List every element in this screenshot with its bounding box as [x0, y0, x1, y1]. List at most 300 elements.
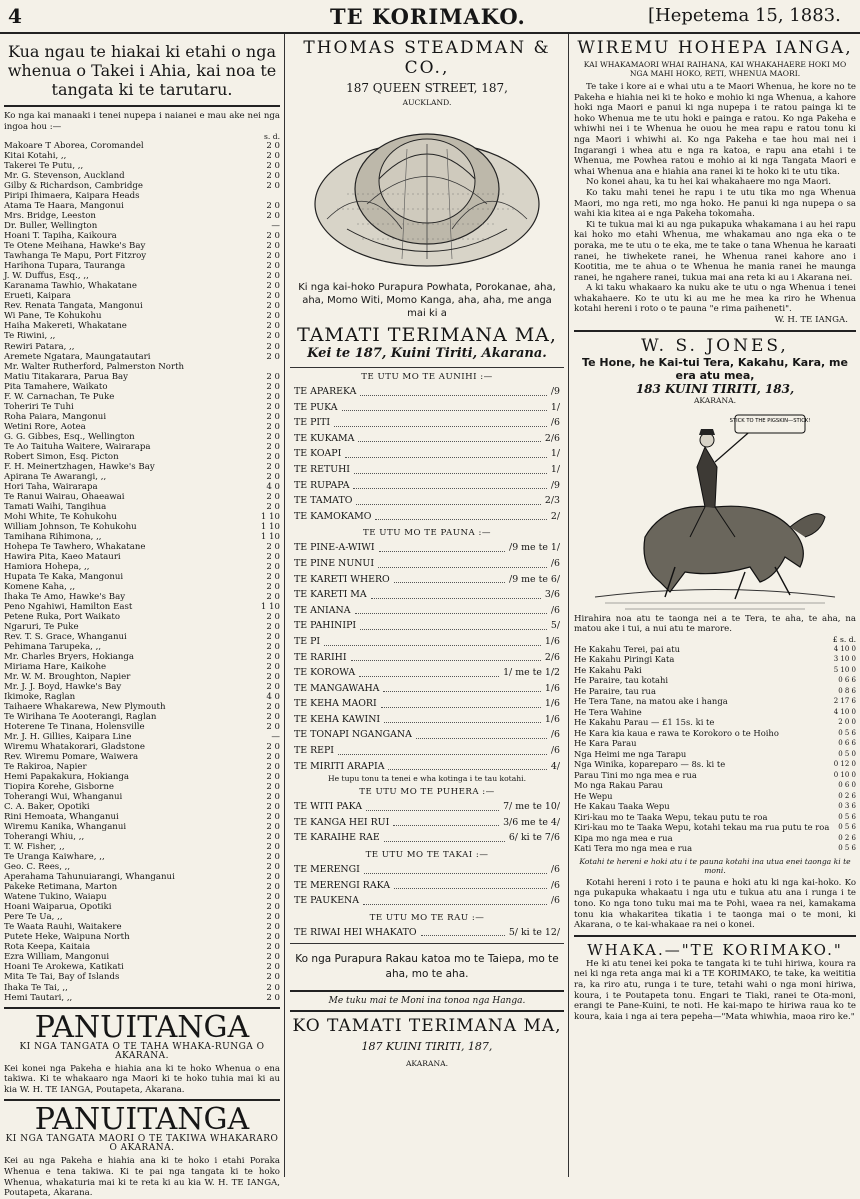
- seed-price: /9 me te 6/: [509, 573, 560, 585]
- seed-name: TE TONAPI NGANGANA: [294, 729, 412, 741]
- seed-price-lists: [290, 372, 564, 940]
- seed-name: TE MERENGI RAKA: [294, 879, 391, 891]
- agent-name: Wi Pane, Te Kohukohu: [4, 311, 102, 322]
- jones-item: Parau Tini mo nga mea e rua: [574, 769, 697, 780]
- price-list: [290, 925, 564, 941]
- divider: [574, 935, 856, 937]
- agent-amount: 1 10: [260, 511, 280, 522]
- agent-name: Ihaka Te Tai, ,,: [4, 982, 68, 993]
- price-row: [294, 556, 560, 572]
- jones-item: He Kakau Taaka Wepu: [574, 801, 670, 812]
- agent-amount: 2 0: [266, 371, 280, 382]
- notice-north: [4, 1102, 280, 1199]
- agent-amount: 2 0: [266, 171, 280, 182]
- agent-name: G. G. Gibbes, Esq., Wellington: [4, 431, 135, 442]
- agent-amount: [258, 191, 280, 201]
- agent-name: Mr. G. Stevenson, Auckland: [4, 171, 125, 182]
- jones-price: 0 5 6: [838, 812, 856, 821]
- column-rule-2: [568, 34, 569, 1177]
- seed-price: 2/3: [544, 495, 560, 507]
- price-section-heading: TE UTU MO TE PAUNA :—: [363, 528, 491, 539]
- agent-row: [4, 762, 280, 772]
- agent-row: [4, 972, 280, 982]
- seed-name: TE KOAPI: [294, 448, 342, 460]
- agent-name: Mita Te Tai, Bay of Islands: [4, 972, 120, 983]
- agent-row: [4, 562, 280, 572]
- steadman-firm: THOMAS STEADMAN & CO.,: [303, 38, 551, 78]
- jones-item: Nga Heimi me nga Tarapu: [574, 748, 687, 759]
- jones-price: 3 10 0: [833, 655, 856, 664]
- agent-amount: 2 0: [266, 902, 280, 913]
- leader-dots: [360, 618, 547, 630]
- jones-item: Kiri-kau mo te Taaka Wepu, kotahi tekau ma rua putu te roa: [574, 822, 830, 833]
- seed-price: 7/ me te 10/: [503, 801, 560, 813]
- agent-name: Atama Te Haara, Mangonui: [4, 201, 124, 212]
- agent-name: Pita Tamahere, Waikato: [4, 381, 108, 392]
- seed-price: 1/6: [544, 698, 560, 710]
- jones-row: [574, 696, 856, 707]
- seed-name: TE KAMOKAMO: [294, 510, 372, 522]
- price-section-heading: TE UTU MO TE TAKAI :—: [365, 850, 489, 861]
- agent-amount: 2 0: [266, 151, 280, 162]
- price-row: [294, 799, 560, 815]
- steadman-street: 187 QUEEN STREET, 187,: [346, 81, 508, 95]
- jones-price: 0 6 0: [838, 781, 856, 790]
- agent-amount: 2 0: [266, 621, 280, 632]
- wiremu-paragraph: Ko taku mahi tenei he rapu i te utu tika mo nga Whenua Maori, mo nga reti, mo nga hoko. He panui ki nga nupepa o sa wahi kia kitea ai e nga Pakeha tokomaha.: [574, 187, 856, 220]
- agent-amount: 2 0: [266, 471, 280, 482]
- notice-south: [4, 1009, 280, 1096]
- rider-sign-text: STICK TO THE PIGSKIN—STICK!: [729, 417, 811, 424]
- agent-row: [4, 141, 280, 151]
- agent-amount: 2 0: [266, 892, 280, 903]
- page-number: 4: [8, 4, 22, 28]
- agent-amount: 2 0: [266, 792, 280, 803]
- agent-name: Hamiora Hohepa, ,,: [4, 561, 90, 572]
- leader-dots: [388, 759, 546, 771]
- agent-amount: 2 0: [266, 672, 280, 683]
- seed-name: TE PINE-A-WIWI: [294, 542, 375, 554]
- jones-price: 0 5 0: [838, 749, 856, 758]
- cabbage-illustration: [307, 109, 547, 279]
- price-row: [294, 759, 560, 775]
- jones-tagline: Te Hone, he Kai-tui Tera, Kakahu, Kara, me era atu mea,: [582, 355, 848, 382]
- jones-price: 0 2 6: [838, 791, 856, 800]
- agent-row: [4, 151, 280, 161]
- agent-name: Pere Te Ua, ,,: [4, 912, 63, 923]
- agent-name: Wiremu Whatakorari, Gladstone: [4, 742, 145, 753]
- agent-name: William Johnson, Te Kohukohu: [4, 521, 137, 532]
- agent-row: [4, 201, 280, 211]
- agent-name: Wiremu Kanika, Whanganui: [4, 822, 127, 833]
- agent-amount: 1 10: [260, 601, 280, 612]
- agent-row: [4, 352, 280, 362]
- price-row: [294, 878, 560, 894]
- agent-row: [4, 952, 280, 962]
- agent-amount: 2 0: [266, 591, 280, 602]
- leader-dots: [353, 478, 546, 490]
- jones-row: [574, 738, 856, 749]
- masthead: [0, 0, 860, 34]
- seed-name: TE MERENGI: [294, 864, 360, 876]
- agent-name: Te Uranga Kaiwhare, ,,: [4, 852, 105, 863]
- agent-name: Tamihana Rihimona, ,,: [4, 531, 102, 542]
- seed-price: /9 me te 1/: [509, 542, 560, 554]
- seed-name: TE APAREKA: [294, 386, 357, 397]
- jones-item: He Kakahu Parau — £1 15s. ki te: [574, 717, 715, 728]
- agent-row: [4, 892, 280, 902]
- seed-price: 1/6: [544, 682, 560, 694]
- jones-terms: Kotahi hereni i roto i te pauna e hoki atu ki nga kai-hoko. Ko nga pukapuka whakaatu i nga utu e tukua atu ana i runga i te tono. Ko nga tono tuku mai ma te Pohi, waea ra nei, kamakama tonu kia whakaritea tikatia i te taonga mai o te moni, ki Akarana, o te kai-whakaae ra nei o konei.: [574, 877, 856, 931]
- seed-price: /6: [550, 604, 560, 616]
- agent-row: [4, 422, 280, 432]
- agent-row: [4, 912, 280, 922]
- agent-name: Te Ranui Wairau, Ohaeawai: [4, 491, 125, 502]
- price-row: [294, 665, 560, 681]
- seed-price: /6: [550, 879, 560, 891]
- agent-name: Apirana Te Awarangi, ,,: [4, 471, 107, 482]
- agent-row: [4, 412, 280, 422]
- agent-amount: 2 0: [266, 762, 280, 773]
- agent-amount: 2 0: [266, 712, 280, 723]
- seed-price: 2/6: [544, 651, 560, 663]
- agent-amount: 2 0: [266, 862, 280, 873]
- notice-title: PANUITANGA: [34, 1009, 250, 1045]
- seed-price: 3/6 me te 4/: [503, 816, 560, 828]
- seed-price: 2/: [550, 510, 560, 522]
- seed-name: TE PI: [294, 635, 321, 647]
- agent-name: Te Riwini, ,,: [4, 331, 56, 342]
- divider: [290, 990, 564, 992]
- leader-dots: [355, 603, 547, 615]
- agent-amount: 2 0: [266, 952, 280, 963]
- seed-name: TE KARETI WHERO: [294, 573, 390, 585]
- jones-price: 0 3 6: [838, 802, 856, 811]
- jones-price: 0 5 6: [838, 844, 856, 853]
- agent-row: [4, 331, 280, 341]
- agent-name: Hoani T. Tapiha, Kaikoura: [4, 231, 117, 242]
- agent-row: [4, 542, 280, 552]
- jones-price: 0 2 6: [838, 833, 856, 842]
- agent-name: Hoani Waiparua, Opotiki: [4, 902, 112, 913]
- agent-row: [4, 932, 280, 942]
- price-row: [294, 830, 560, 846]
- leader-dots: [383, 681, 540, 693]
- seed-name: TE ANIANA: [294, 604, 351, 616]
- price-row: [294, 540, 560, 556]
- agent-row: [4, 732, 280, 742]
- jones-row: [574, 791, 856, 802]
- agent-amount: 2 0: [266, 181, 280, 192]
- agent-row: [4, 872, 280, 882]
- leader-dots: [359, 665, 499, 677]
- agent-row: [4, 231, 280, 241]
- price-row: [294, 572, 560, 588]
- notice-subtitle: KI NGA TANGATA MAORI O TE TAKIWA WHAKARARO O AKARANA.: [5, 1134, 279, 1154]
- agent-name: Kitai Kotahi, ,,: [4, 151, 67, 162]
- seed-name: TE MIRITI ARAPIA: [294, 760, 385, 772]
- leader-dots: [358, 431, 540, 443]
- agent-name: Rev. T. S. Grace, Whanganui: [4, 631, 127, 642]
- seed-name: TE KEHA MAORI: [294, 698, 377, 710]
- leader-dots: [421, 925, 505, 937]
- agent-amount: 2 0: [266, 912, 280, 923]
- agent-amount: 2 0: [266, 942, 280, 953]
- jones-price: 4 10 0: [833, 707, 856, 716]
- seed-name: TE PAHINIPI: [294, 620, 357, 632]
- seed-price: 6/ ki te 7/6: [508, 832, 560, 844]
- agent-name: Roha Paiara, Mangonui: [4, 411, 107, 422]
- jones-item: Nga Winika, kopareparo — 8s. ki te: [574, 759, 726, 770]
- agent-amount: 2 0: [266, 972, 280, 983]
- divider: [4, 1007, 280, 1009]
- price-row: [294, 650, 560, 666]
- agent-name: Takerei Te Putu, ,,: [4, 161, 84, 172]
- agent-row: [4, 442, 280, 452]
- agent-row: [4, 822, 280, 832]
- price-list: [290, 862, 564, 909]
- issue-date: [Hepetema 15, 1883.: [648, 5, 841, 26]
- agent-name: F. H. Meinertzhagen, Hawke's Bay: [4, 461, 155, 472]
- agent-row: [4, 261, 280, 271]
- seed-price: 1/: [550, 448, 560, 460]
- seed-price: 1/ me te 1/2: [503, 667, 560, 679]
- jones-price: 0 6 6: [838, 739, 856, 748]
- agent-row: [4, 772, 280, 782]
- seed-price: 1/6: [544, 635, 560, 647]
- leader-dots: [364, 862, 547, 874]
- leader-dots: [354, 462, 547, 474]
- jones-title: W. S. JONES,: [641, 335, 789, 356]
- agent-name: Mrs. Bridge, Leeston: [4, 211, 96, 222]
- agent-name: Ngaruri, Te Puke: [4, 621, 79, 632]
- agent-row: [4, 432, 280, 442]
- agent-row: [4, 452, 280, 462]
- agent-name: Pakeke Retimana, Marton: [4, 882, 118, 893]
- leader-dots: [351, 650, 541, 662]
- agent-name: Te Rakiroa, Napier: [4, 762, 87, 773]
- agent-amount: 2 0: [266, 331, 280, 342]
- leader-dots: [393, 815, 499, 827]
- agent-name: Hoani Te Arokewa, Katikati: [4, 962, 124, 973]
- agent-amount: 2 0: [266, 301, 280, 312]
- agent-amount: 2 0: [266, 662, 280, 672]
- jones-item: He Wepu: [574, 790, 613, 801]
- notice-title: PANUITANGA: [34, 1102, 250, 1138]
- agent-amount: 2 0: [266, 231, 280, 242]
- agent-row: [4, 392, 280, 402]
- agent-row: [4, 502, 280, 512]
- agent-name: Matiu Titakarara, Parua Bay: [4, 371, 129, 382]
- agent-row: [4, 241, 280, 251]
- agent-row: [4, 492, 280, 502]
- agent-name: Makoare T Aborea, Coromandel: [4, 141, 144, 152]
- agent-amount: 2 0: [266, 461, 280, 472]
- price-row: [294, 681, 560, 697]
- agent-name: Hawira Pita, Kaeo Matauri: [4, 551, 121, 562]
- agent-amount: 2 0: [266, 962, 280, 973]
- price-row: [294, 587, 560, 603]
- wiremu-paragraph: A ki taku whakaaro ka nuku ake te utu o nga Whenua i tenei whakahaere. Ko te utu ki au me he mea ka riro he Whenua kotahi hereni i roto o te pauna "e rima paiheneti".: [574, 283, 856, 315]
- seed-name: TE TAMATO: [294, 495, 353, 507]
- agent-name: Mohi White, Te Kohukohu: [4, 511, 117, 522]
- jones-price: 0 6 6: [838, 676, 856, 685]
- agent-name: Peno Ngahiwi, Hamilton East: [4, 601, 133, 612]
- agent-row: [4, 712, 280, 722]
- agent-row: [4, 342, 280, 352]
- agent-amount: 2 0: [266, 742, 280, 753]
- steadman-address: Kei te 187, Kuini Tiriti, Akarana.: [307, 346, 547, 361]
- agent-row: [4, 722, 280, 732]
- footer-street: 187 KUINI TIRITI, 187,: [361, 1040, 493, 1054]
- agent-amount: 2 0: [266, 421, 280, 432]
- price-row: [294, 696, 560, 712]
- jones-row: [574, 675, 856, 686]
- agent-name: Erueti, Kaipara: [4, 291, 71, 302]
- agent-amount: 2 0: [266, 431, 280, 442]
- divider: [574, 330, 856, 332]
- jones-item: He Paraire, tau rua: [574, 685, 656, 696]
- wiremu-title: WIREMU HOHEPA IANGA,: [577, 38, 853, 58]
- whaka-title: WHAKA.—"TE KORIMAKO.": [587, 940, 843, 959]
- agent-name: Miriama Hare, Kaikohe: [4, 662, 107, 672]
- price-row: [294, 743, 560, 759]
- leader-dots: [334, 415, 547, 427]
- agent-name: Hohepa Te Tawhero, Whakatane: [4, 541, 146, 552]
- jones-row: [574, 822, 856, 833]
- jones-street: 183 KUINI TIRITI, 183,: [635, 381, 795, 396]
- agent-name: Putete Heke, Waipuna North: [4, 932, 130, 943]
- jones-price: 0 5 6: [838, 823, 856, 832]
- agent-name: Tiopira Korehe, Gisborne: [4, 782, 114, 793]
- agent-amount: 2 0: [266, 822, 280, 833]
- agent-amount: 2 0: [266, 541, 280, 552]
- agent-row: [4, 602, 280, 612]
- agent-name: Ezra William, Mangonui: [4, 952, 110, 963]
- agent-name: Tamati Waihi, Tangihua: [4, 501, 107, 512]
- agent-row: [4, 622, 280, 632]
- jones-row: [574, 780, 856, 791]
- price-row: [294, 478, 560, 494]
- agent-row: [4, 962, 280, 972]
- agent-amount: 2 0: [266, 982, 280, 993]
- jones-row: [574, 801, 856, 812]
- agent-row: [4, 902, 280, 912]
- steadman-city: AUCKLAND.: [402, 98, 452, 107]
- seed-price: /9: [550, 386, 560, 397]
- jones-intro: Hirahira noa atu te taonga nei a te Tera, te aha, te aha, na matou ake i tui, a nui atu te marore.: [574, 613, 856, 635]
- jones-item: He Kara kia kaua e rawa te Korokoro o te Hoiho: [574, 727, 779, 738]
- agent-amount: 2 0: [266, 651, 280, 662]
- agent-name: Hori Taha, Wairarapa: [4, 481, 98, 492]
- jones-row: [574, 812, 856, 823]
- agent-amount: 2 0: [266, 261, 280, 272]
- agent-name: Te Wirihana Te Aooterangi, Raglan: [4, 712, 157, 723]
- agent-name: Mr. Charles Bryers, Hokianga: [4, 651, 134, 662]
- agent-name: Gilby & Richardson, Cambridge: [4, 181, 144, 192]
- agent-row: [4, 862, 280, 872]
- seed-name: TE RIWAI HEI WHAKATO: [294, 926, 417, 938]
- column-3: [574, 38, 856, 1178]
- agent-name: Haiha Makereti, Whakatane: [4, 321, 127, 332]
- seed-name: TE KARETI MA: [294, 589, 367, 601]
- agent-row: [4, 582, 280, 592]
- agent-name: Karanama Tawhio, Whakatane: [4, 281, 137, 292]
- agent-amount: 2 0: [266, 812, 280, 823]
- money-note: Me tuku mai te Moni ina tonoa nga Hanga.: [328, 996, 526, 1007]
- agent-amount: 2 0: [266, 341, 280, 352]
- price-row: [294, 925, 560, 941]
- agent-amount: 2 0: [266, 782, 280, 793]
- seed-name: TE KOROWA: [294, 667, 356, 679]
- agent-row: [4, 662, 280, 672]
- price-row: [294, 618, 560, 634]
- agent-row: [4, 782, 280, 792]
- steadman-name: TAMATI TERIMANA MA,: [297, 324, 557, 346]
- leader-dots: [360, 384, 547, 396]
- agent-row: [4, 983, 280, 993]
- agent-amount: 2 0: [266, 491, 280, 502]
- agent-amount: 2 0: [266, 772, 280, 783]
- jones-item: He Tera Wahine: [574, 706, 642, 717]
- agent-amount: 2 0: [266, 561, 280, 572]
- jones-row: [574, 707, 856, 718]
- jones-price: 5 10 0: [833, 665, 856, 674]
- leader-dots: [416, 727, 547, 739]
- leader-dots: [324, 634, 541, 646]
- agent-name: Rini Hemoata, Whanganui: [4, 812, 119, 823]
- jones-item: Kipa mo nga mea e rua: [574, 832, 673, 843]
- agent-amount: 2 0: [266, 451, 280, 462]
- agent-amount: 2 0: [266, 201, 280, 212]
- agent-amount: —: [271, 221, 280, 232]
- seed-price: 1/6: [544, 713, 560, 725]
- wiremu-subtitle: KAI WHAKAMAORI WHAI RAIHANA, KAI WHAKAHAERE HOKI MO NGA MAHI HOKO, RETI, WHENUA MAORI.: [583, 60, 847, 78]
- agent-row: [4, 742, 280, 752]
- price-row: [294, 493, 560, 509]
- agent-amount: 2 0: [266, 251, 280, 262]
- agents-intro: Ko nga kai manaaki i tenei nupepa i naianei e mau ake nei nga ingoa hou :—: [4, 111, 280, 132]
- agent-row: [4, 321, 280, 331]
- jones-row: [574, 686, 856, 697]
- agent-amount: 4 0: [266, 692, 280, 703]
- leader-dots: [375, 509, 546, 521]
- agent-row: [4, 812, 280, 822]
- leader-dots: [342, 400, 547, 412]
- jones-price: 0 8 6: [838, 686, 856, 695]
- seed-name: TE RETUHI: [294, 463, 351, 475]
- agent-amount: 2 0: [266, 631, 280, 642]
- agent-amount: 2 0: [266, 832, 280, 843]
- agent-row: [4, 181, 280, 191]
- seed-name: TE REPI: [294, 745, 334, 757]
- price-row: [294, 462, 560, 478]
- agent-amount: 2 0: [266, 411, 280, 422]
- seed-price: /9: [550, 479, 560, 491]
- seed-name: TE WITI PAKA: [294, 801, 362, 813]
- seed-price: 1/: [550, 401, 560, 413]
- agent-row: [4, 702, 280, 712]
- agent-amount: 2 0: [266, 501, 280, 512]
- agent-amount: 2 0: [266, 321, 280, 332]
- leader-dots: [338, 743, 547, 755]
- seed-name: TE PAUKENA: [294, 895, 360, 907]
- price-section-heading: TE UTU MO TE AUNIHI :—: [361, 372, 493, 382]
- agent-amount: 2 0: [266, 641, 280, 652]
- seed-price: /6: [550, 895, 560, 907]
- seed-name: TE PUKA: [294, 401, 338, 413]
- agent-name: Harihona Tupara, Tauranga: [4, 261, 126, 272]
